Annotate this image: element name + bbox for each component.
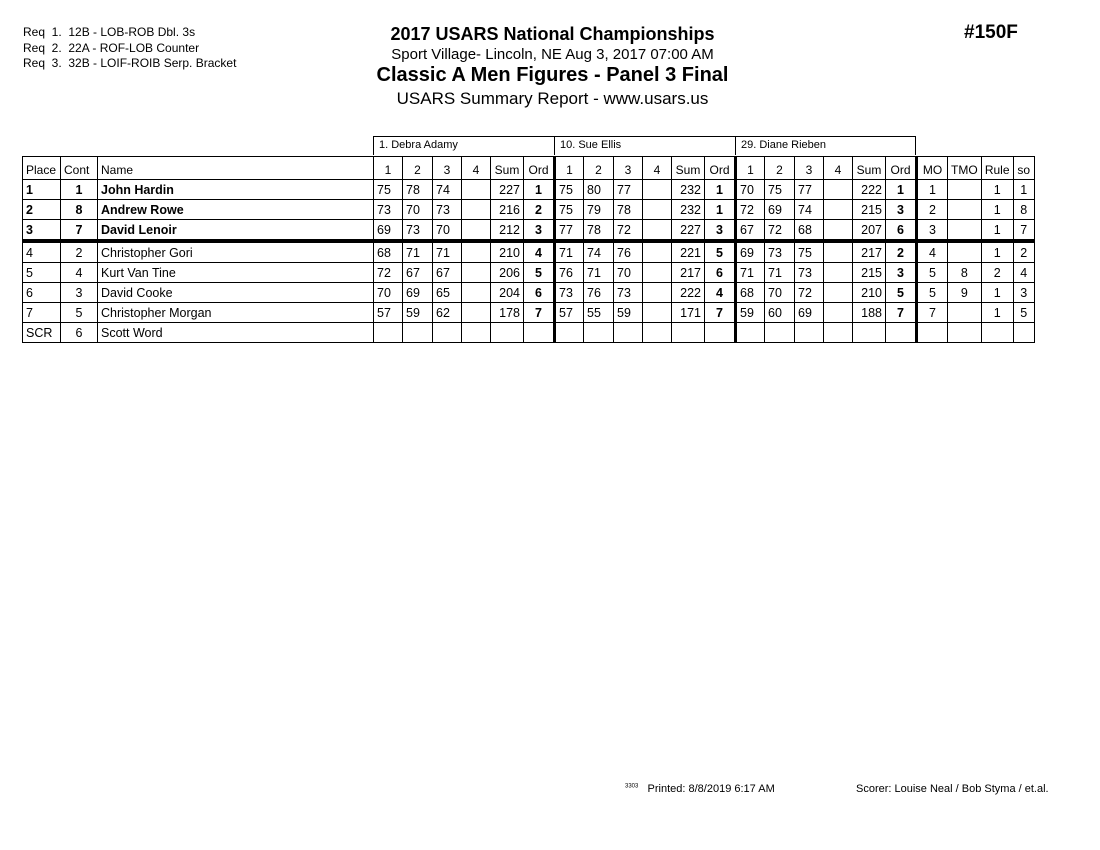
mo-cell: 5 [917,263,948,283]
ordinal-cell: 6 [886,220,917,242]
sum-cell: 217 [853,241,886,263]
col-ord: Ord [886,157,917,180]
col-mark: 1 [736,157,765,180]
ordinal-cell [524,323,555,343]
tmo-cell: 9 [948,283,982,303]
col-name: Name [98,157,374,180]
sum-cell: 215 [853,200,886,220]
sum-cell: 204 [491,283,524,303]
table-row [23,220,1035,242]
mark-cell: 70 [614,263,643,283]
mo-cell: 1 [917,180,948,200]
table-row [23,180,1035,200]
mark-cell [374,323,403,343]
judge-2-name: 10. Sue Ellis [554,136,735,155]
place-cell: 1 [23,180,61,200]
mark-cell: 77 [795,180,824,200]
mark-cell: 72 [795,283,824,303]
sum-cell: 212 [491,220,524,242]
mark-cell [824,283,853,303]
mark-cell [765,323,795,343]
ordinal-cell: 3 [524,220,555,242]
mark-cell: 69 [795,303,824,323]
table-row [23,323,1035,343]
mark-cell: 77 [555,220,584,242]
ordinal-cell: 6 [705,263,736,283]
sum-cell: 188 [853,303,886,323]
header-row [23,157,1035,180]
mark-cell [824,303,853,323]
tmo-cell: 8 [948,263,982,283]
results-body [23,180,1035,343]
sum-cell: 222 [672,283,705,303]
contestant-cell: 8 [61,200,98,220]
mark-cell [462,323,491,343]
mark-cell: 68 [736,283,765,303]
championship-title: 2017 USARS National Championships [390,24,715,44]
location-line: Sport Village- Lincoln, NE Aug 3, 2017 07:00 AM [391,46,714,63]
mark-cell [643,323,672,343]
sum-cell: 221 [672,241,705,263]
place-cell: 7 [23,303,61,323]
col-mark: 2 [403,157,433,180]
col-mark: 4 [643,157,672,180]
rule-cell: 1 [981,180,1013,200]
col-sum: Sum [672,157,705,180]
ordinal-cell: 5 [886,283,917,303]
mark-cell [433,323,462,343]
mark-cell: 70 [433,220,462,242]
so-cell: 4 [1013,263,1034,283]
mark-cell: 69 [765,200,795,220]
ordinal-cell: 1 [705,180,736,200]
ordinal-cell: 4 [524,241,555,263]
col-mark: 3 [795,157,824,180]
mark-cell [824,220,853,242]
table-row [23,303,1035,323]
place-cell: 3 [23,220,61,242]
sum-cell: 178 [491,303,524,323]
mark-cell: 71 [555,241,584,263]
col-mo: MO [917,157,948,180]
so-cell: 8 [1013,200,1034,220]
ordinal-cell: 2 [524,200,555,220]
mark-cell: 76 [584,283,614,303]
ordinal-cell: 1 [524,180,555,200]
printed-date: Printed: 8/8/2019 6:17 AM [647,783,775,795]
col-mark: 4 [462,157,491,180]
col-place: Place [23,157,61,180]
mark-cell: 71 [433,241,462,263]
contestant-cell: 1 [61,180,98,200]
contestant-cell: 5 [61,303,98,323]
col-mark: 4 [824,157,853,180]
mark-cell [824,241,853,263]
so-cell: 3 [1013,283,1034,303]
mark-cell: 59 [403,303,433,323]
mark-cell: 72 [765,220,795,242]
col-mark: 1 [555,157,584,180]
sum-cell: 217 [672,263,705,283]
mark-cell [643,263,672,283]
mark-cell: 60 [765,303,795,323]
ordinal-cell [886,323,917,343]
mark-cell: 59 [614,303,643,323]
mark-cell: 80 [584,180,614,200]
mark-cell: 78 [614,200,643,220]
sum-cell: 210 [853,283,886,303]
mo-cell: 5 [917,283,948,303]
mark-cell: 76 [555,263,584,283]
ordinal-cell: 3 [705,220,736,242]
mark-cell [643,241,672,263]
sum-cell [853,323,886,343]
name-cell: David Lenoir [98,220,374,242]
mark-cell: 70 [374,283,403,303]
mark-cell [643,303,672,323]
sum-cell: 222 [853,180,886,200]
sum-cell: 171 [672,303,705,323]
mark-cell: 69 [403,283,433,303]
mark-cell: 68 [374,241,403,263]
mark-cell: 65 [433,283,462,303]
requirement-line: Req 2. 22A - ROF-LOB Counter [23,40,200,55]
mark-cell: 71 [403,241,433,263]
mark-cell: 71 [736,263,765,283]
mark-cell [824,180,853,200]
rule-cell: 1 [981,200,1013,220]
report-code: 3303 [625,783,639,790]
sum-cell: 232 [672,200,705,220]
ordinal-cell: 5 [524,263,555,283]
mark-cell: 67 [433,263,462,283]
requirement-line: Req 3. 32B - LOIF-ROIB Serp. Bracket [23,56,237,70]
ordinal-cell: 4 [705,283,736,303]
mark-cell [643,220,672,242]
ordinal-cell: 7 [886,303,917,323]
table-row [23,283,1035,303]
sum-cell: 216 [491,200,524,220]
ordinal-cell: 5 [705,241,736,263]
judge-1-name: 1. Debra Adamy [373,136,554,155]
name-cell: Kurt Van Tine [98,263,374,283]
mark-cell: 77 [614,180,643,200]
mark-cell [462,220,491,242]
mark-cell [555,323,584,343]
ordinal-cell: 7 [705,303,736,323]
mark-cell: 75 [795,241,824,263]
judge-3-name: 29. Diane Rieben [735,136,916,155]
col-mark: 2 [765,157,795,180]
ordinal-cell: 2 [886,241,917,263]
mark-cell [462,241,491,263]
mark-cell: 75 [765,180,795,200]
mark-cell [824,200,853,220]
sum-cell: 210 [491,241,524,263]
mark-cell: 59 [736,303,765,323]
mo-cell: 7 [917,303,948,323]
mark-cell: 79 [584,200,614,220]
contestant-cell: 6 [61,323,98,343]
mark-cell [643,180,672,200]
mark-cell: 69 [374,220,403,242]
rule-cell: 1 [981,303,1013,323]
mark-cell [462,263,491,283]
tmo-cell [948,200,982,220]
mark-cell [584,323,614,343]
requirement-line: Req 1. 12B - LOB-ROB Dbl. 3s [23,25,196,39]
mark-cell: 73 [374,200,403,220]
mark-cell: 75 [555,180,584,200]
mark-cell: 69 [736,241,765,263]
mark-cell [462,200,491,220]
col-rule: Rule [981,157,1013,180]
ordinal-cell [705,323,736,343]
place-cell: 4 [23,241,61,263]
name-cell: David Cooke [98,283,374,303]
place-cell: SCR [23,323,61,343]
mark-cell [462,180,491,200]
ordinal-cell: 7 [524,303,555,323]
mo-cell: 2 [917,200,948,220]
mark-cell: 74 [584,241,614,263]
tmo-cell [948,220,982,242]
mark-cell [643,200,672,220]
name-cell: John Hardin [98,180,374,200]
printed-stamp [625,783,775,795]
table-row [23,263,1035,283]
contestant-cell: 3 [61,283,98,303]
tmo-cell [948,180,982,200]
so-cell [1013,323,1034,343]
ordinal-cell: 1 [705,200,736,220]
sum-cell: 207 [853,220,886,242]
mark-cell: 70 [403,200,433,220]
tmo-cell [948,323,982,343]
mark-cell: 75 [374,180,403,200]
mark-cell [462,283,491,303]
name-cell: Scott Word [98,323,374,343]
name-cell: Andrew Rowe [98,200,374,220]
col-sum: Sum [853,157,886,180]
mark-cell: 57 [555,303,584,323]
mark-cell [403,323,433,343]
mark-cell: 73 [765,241,795,263]
so-cell: 5 [1013,303,1034,323]
mark-cell: 68 [795,220,824,242]
mark-cell [614,323,643,343]
sum-cell: 227 [491,180,524,200]
mark-cell: 72 [374,263,403,283]
mark-cell: 78 [584,220,614,242]
mark-cell: 73 [614,283,643,303]
sum-cell [491,323,524,343]
col-so: so [1013,157,1034,180]
rule-cell: 2 [981,263,1013,283]
mark-cell: 78 [403,180,433,200]
ordinal-cell: 3 [886,200,917,220]
mark-cell: 73 [795,263,824,283]
mark-cell: 74 [795,200,824,220]
col-ord: Ord [524,157,555,180]
mark-cell: 62 [433,303,462,323]
mark-cell [462,303,491,323]
ordinal-cell: 6 [524,283,555,303]
mo-cell [917,323,948,343]
sum-cell: 215 [853,263,886,283]
sum-cell: 227 [672,220,705,242]
so-cell: 2 [1013,241,1034,263]
rule-cell [981,323,1013,343]
mo-cell: 4 [917,241,948,263]
mark-cell: 67 [403,263,433,283]
col-mark: 2 [584,157,614,180]
event-number: #150F [964,22,1018,43]
mark-cell: 71 [765,263,795,283]
so-cell: 1 [1013,180,1034,200]
mark-cell [824,323,853,343]
mark-cell: 73 [433,200,462,220]
mark-cell: 70 [736,180,765,200]
table-row [23,200,1035,220]
mark-cell: 70 [765,283,795,303]
sum-cell: 206 [491,263,524,283]
col-mark: 1 [374,157,403,180]
col-ord: Ord [705,157,736,180]
report-line: USARS Summary Report - www.usars.us [396,89,709,108]
name-cell: Christopher Gori [98,241,374,263]
mark-cell: 72 [614,220,643,242]
sum-cell [672,323,705,343]
mo-cell: 3 [917,220,948,242]
rule-cell: 1 [981,220,1013,242]
mark-cell: 72 [736,200,765,220]
so-cell: 7 [1013,220,1034,242]
mark-cell: 76 [614,241,643,263]
mark-cell: 55 [584,303,614,323]
place-cell: 2 [23,200,61,220]
results-table [22,156,1035,343]
name-cell: Christopher Morgan [98,303,374,323]
rule-cell: 1 [981,283,1013,303]
mark-cell: 67 [736,220,765,242]
col-mark: 3 [433,157,462,180]
place-cell: 5 [23,263,61,283]
contestant-cell: 7 [61,220,98,242]
mark-cell: 71 [584,263,614,283]
tmo-cell [948,241,982,263]
contestant-cell: 2 [61,241,98,263]
mark-cell: 73 [403,220,433,242]
col-tmo: TMO [948,157,982,180]
contestant-cell: 4 [61,263,98,283]
requirements-list [23,25,236,72]
col-cont: Cont [61,157,98,180]
place-cell: 6 [23,283,61,303]
mark-cell: 74 [433,180,462,200]
mark-cell [643,283,672,303]
table-row [23,241,1035,263]
tmo-cell [948,303,982,323]
sum-cell: 232 [672,180,705,200]
event-title: Classic A Men Figures - Panel 3 Final [376,64,729,86]
mark-cell [736,323,765,343]
mark-cell: 73 [555,283,584,303]
col-mark: 3 [614,157,643,180]
ordinal-cell: 1 [886,180,917,200]
mark-cell [795,323,824,343]
scorer-line: Scorer: Louise Neal / Bob Styma / et.al. [856,783,1049,795]
ordinal-cell: 3 [886,263,917,283]
mark-cell: 57 [374,303,403,323]
rule-cell: 1 [981,241,1013,263]
mark-cell [824,263,853,283]
col-sum: Sum [491,157,524,180]
mark-cell: 75 [555,200,584,220]
